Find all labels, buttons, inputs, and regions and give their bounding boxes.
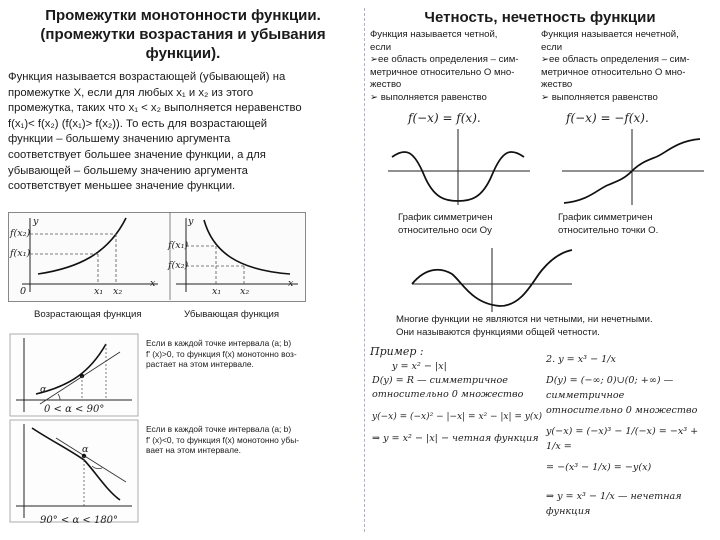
odd-definition (541, 29, 716, 104)
general-parity-graph (372, 244, 712, 316)
even-line: Функция называется четной, (370, 29, 498, 40)
dec-x2-label: x₂ (240, 286, 250, 297)
inc-fx2-label: f(x₂) (10, 228, 31, 239)
inc-x1-label: x₁ (94, 286, 104, 297)
dec-fx1-label: f(x₁) (168, 240, 189, 251)
odd-line: Функция называется нечетной, (541, 29, 679, 40)
angle-acute-label: 0 < α < 90° (44, 404, 105, 415)
parity-title: Четность, нечетность функции (424, 9, 656, 26)
decreasing-function-graph (8, 212, 304, 302)
definition-line: соответствует меньшее значение функции. (8, 180, 236, 193)
negative-derivative-graph (10, 420, 140, 524)
even-caption-line: График симметричен (398, 212, 493, 223)
neg-line: f' (x)<0, то функция f(x) монотонно убы- (146, 434, 300, 445)
dec-y-label: y (188, 216, 194, 227)
example-2 (546, 352, 714, 519)
even-line: если (370, 41, 392, 53)
even-line: метричное относительно О мно- (370, 66, 515, 78)
monotonic-title: Промежутки монотонности функции. (промежутки возрастания и убывания функции). (40, 7, 326, 62)
decreasing-caption: Убывающая функция (184, 309, 280, 320)
neither-line: Многие функции не являются ни четными, ни нечетными. (396, 314, 653, 325)
odd-caption (558, 212, 708, 237)
dec-x1-label: x₁ (212, 286, 222, 297)
ex2-line: = −(x³ − 1/x) = −y(x) (546, 462, 652, 473)
even-function-graph (384, 127, 534, 209)
odd-line: жество (541, 79, 573, 90)
monotonic-definition (8, 70, 360, 195)
neither-parity-text (396, 314, 716, 339)
odd-line: если (541, 41, 563, 53)
even-line: ➢ выполняется равенство (370, 91, 487, 103)
definition-line: промежутка, таких что x₁ < x₂ выполняется неравенство (8, 102, 302, 115)
odd-caption-line: относительно точки О. (558, 224, 659, 236)
positive-derivative-text (146, 338, 356, 370)
odd-caption-line: График симметричен (558, 212, 653, 223)
odd-function-graph (558, 127, 708, 209)
ex2-line: симметричное (546, 390, 625, 401)
definition-line: f(x₁)< f(x₂) (f(x₁)> f(x₂)). То есть для возрастающей (8, 117, 268, 130)
inc-origin-label: 0 (20, 286, 27, 297)
even-line: жество (370, 79, 402, 90)
definition-line: промежутке X, если для любых x₁ и x₂ из этого (8, 86, 254, 99)
angle-obtuse-label: 90° < α < 180° (40, 515, 119, 526)
neither-line: Они называются функциями общей четности. (396, 326, 600, 338)
odd-line: ➢ выполняется равенство (541, 91, 658, 103)
neg-line: вает на этом интервале. (146, 445, 241, 455)
pos-line: растает на этом интервале. (146, 359, 254, 369)
pos-line: f' (x)>0, то функция f(x) монотонно воз- (146, 348, 297, 359)
odd-line: ➢ее область определения – сим- (541, 54, 690, 65)
inc-y-label: y (33, 216, 39, 227)
ex2-line: y(−x) = (−x)³ − 1/(−x) = −x³ + 1/x = (546, 426, 699, 452)
example-1 (372, 360, 542, 446)
ex1-line: ⇒ y = x² − |x| − четная функция (372, 433, 539, 444)
inc-x2-label: x₂ (113, 286, 123, 297)
alpha-label-2: α (82, 444, 89, 455)
odd-line: метричное относительно О мно- (541, 66, 686, 78)
ex2-line: D(y) = (−∞; 0)∪(0; +∞) — (546, 375, 674, 386)
ex1-line: относительно 0 множество (372, 389, 524, 400)
inc-fx1-label: f(x₁) (10, 248, 31, 259)
column-divider (364, 8, 365, 532)
definition-line: Функция называется возрастающей (убывающей) на (8, 71, 286, 83)
ex2-line: относительно 0 множество (546, 405, 698, 416)
dec-fx2-label: f(x₂) (168, 260, 189, 271)
ex2-line: 2. y = x³ − 1/x (546, 354, 616, 365)
even-caption (398, 212, 538, 237)
odd-formula: f(−x) = −f(x). (566, 111, 649, 125)
even-formula: f(−x) = f(x). (408, 111, 481, 125)
neg-line: Если в каждой точке интервала (a; b) (146, 424, 292, 434)
example-label: Пример : (370, 345, 424, 358)
definition-line: соответствует большее значение функции, а для (8, 148, 266, 161)
pos-line: Если в каждой точке интервала (a; b) (146, 338, 292, 348)
increasing-caption: Возрастающая функция (34, 309, 142, 320)
ex1-line: y = x² − |x| (392, 361, 447, 372)
even-definition (370, 29, 545, 104)
alpha-label-1: α (40, 384, 47, 395)
definition-line: убывающей – большему значению аргумента (8, 164, 248, 177)
even-line: ➢ее область определения – сим- (370, 54, 519, 65)
dec-x-label: x (288, 278, 294, 289)
ex1-line: y(−x) = (−x)² − |−x| = x² − |x| = y(x) (372, 412, 542, 422)
inc-x-label: x (150, 278, 156, 289)
ex2-line: ⇒ y = x³ − 1/x — нечетная функция (546, 491, 682, 517)
negative-derivative-text (146, 424, 356, 456)
ex1-line: D(y) = R — симметричное (372, 375, 508, 386)
even-caption-line: относительно оси Oy (398, 224, 492, 236)
definition-line: функции – большему значению аргумента (8, 133, 231, 146)
